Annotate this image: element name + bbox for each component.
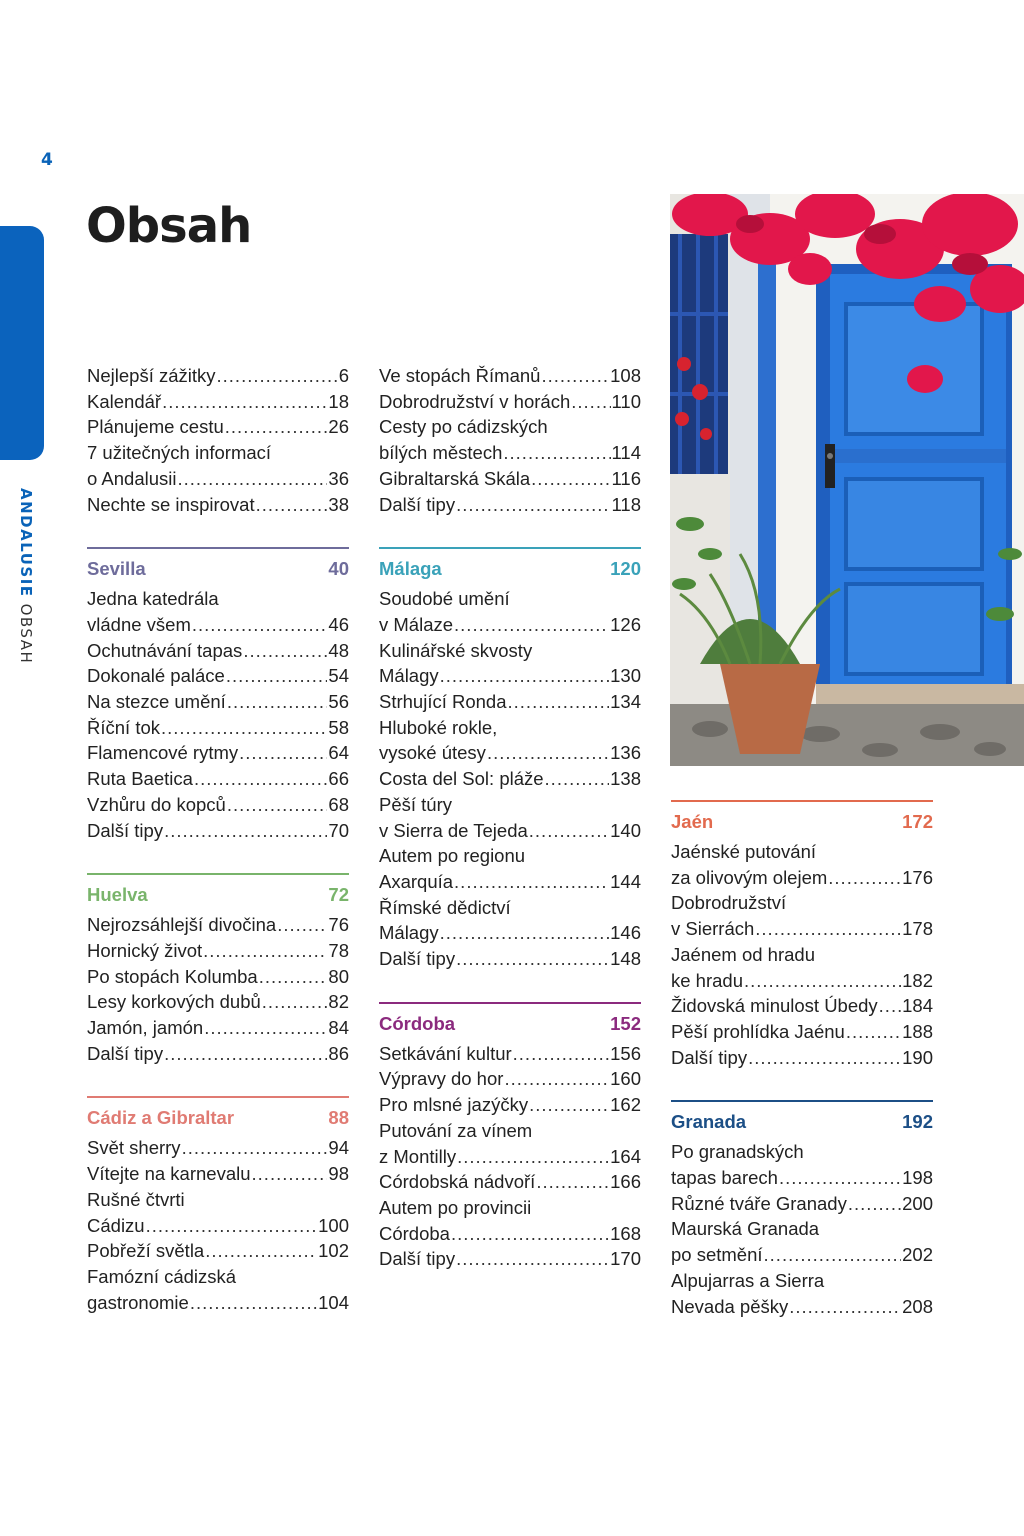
toc-entry[interactable] [87,440,349,491]
toc-entry[interactable] [379,492,641,518]
section-page: 72 [328,884,349,906]
toc-section [671,800,933,1070]
toc-entry[interactable] [379,1092,641,1118]
toc-entry[interactable] [87,663,349,689]
toc-entry-title-line: Pěší túry [379,793,452,815]
toc-column-2 [379,363,641,1272]
toc-entry[interactable] [379,715,641,766]
toc-entry-title-line: Svět sherry [87,1137,181,1159]
dot-leader [779,1165,901,1191]
toc-entry-title-line: z Montilly [379,1145,457,1167]
toc-section [379,1002,641,1272]
toc-entry-page: 188 [902,1020,933,1042]
toc-entry[interactable] [87,586,349,637]
toc-entry[interactable] [671,1045,933,1071]
toc-entry[interactable] [671,890,933,941]
toc-entry-title-line: Hluboké rokle, [379,716,498,738]
dot-leader [161,715,327,741]
section-heading[interactable] [379,1013,641,1035]
dot-leader [277,912,327,938]
dot-leader [440,663,609,689]
toc-entry-title-line: Córdoba [379,1222,450,1244]
toc-entry-title-line: Dokonalé paláce [87,665,225,687]
section-divider [671,1100,933,1102]
dot-leader [259,964,328,990]
toc-entry[interactable] [379,946,641,972]
dot-leader [879,993,901,1019]
toc-entry[interactable] [87,792,349,818]
toc-entry-title-line: Plánujeme cestu [87,416,224,438]
dot-leader [508,689,610,715]
dot-leader [828,865,901,891]
section-heading[interactable] [87,558,349,580]
dot-leader [146,1213,318,1239]
toc-section [87,547,349,843]
toc-entry[interactable] [87,912,349,938]
section-name: Sevilla [87,558,146,580]
toc-entry-title-line: Setkávání kultur [379,1042,512,1064]
dot-leader [243,638,327,664]
dot-leader [225,414,328,440]
dot-leader [536,1169,609,1195]
toc-entry[interactable] [87,363,349,389]
toc-entry-page: 46 [328,613,349,635]
toc-entry-title-line: po setmění [671,1244,763,1266]
toc-entry[interactable] [379,414,641,465]
dot-leader [182,1135,328,1161]
dot-leader [513,1041,609,1067]
page-number: 4 [41,150,53,170]
dot-leader [192,612,328,638]
toc-entry[interactable] [87,989,349,1015]
toc-entry-title-line: Hornický život [87,939,203,961]
toc-entry-page: 148 [610,948,641,970]
toc-entry-title-line: Soudobé umění [379,588,510,610]
dot-leader [454,869,609,895]
toc-entry-page: 170 [610,1248,641,1270]
toc-entry-title-line: 7 užitečných informací [87,442,272,464]
toc-entry-page: 164 [610,1145,641,1167]
toc-entry-title-line: Strhující Ronda [379,691,507,713]
dot-leader [531,466,610,492]
section-page: 40 [328,558,349,580]
toc-entry-title-line: Jedna katedrála [87,588,219,610]
toc-entry-title-line: Alpujarras a Sierra [671,1269,825,1291]
toc-entry-page: 36 [328,467,349,489]
toc-section [379,547,641,972]
dot-leader [789,1294,901,1320]
toc-entry[interactable] [671,1191,933,1217]
dot-leader [504,1066,609,1092]
toc-entry[interactable] [87,1264,349,1315]
toc-entry[interactable] [379,638,641,689]
toc-entry[interactable] [87,818,349,844]
toc-entry-page: 80 [328,965,349,987]
toc-entry-title-line: Jamón, jamón [87,1017,204,1039]
toc-entry-title-line: Jaénské putování [671,841,817,862]
toc-entry-title-line: Gibraltarská Skála [379,467,531,489]
toc-entry-title-line: Další tipy [671,1046,748,1068]
toc-entry-title-line: Dobrodružství v horách [379,390,571,412]
side-label-chapter: OBSAH [17,603,35,665]
toc-section [87,873,349,1066]
dot-leader [164,818,327,844]
toc-entry-page: 198 [902,1167,933,1189]
section-name: Cádiz a Gibraltar [87,1107,235,1129]
toc-entry-title-line: Famózní cádizská [87,1265,237,1287]
toc-entry-title-line: Po stopách Kolumba [87,965,258,987]
dot-leader [457,1144,609,1170]
toc-entry-title-line: Další tipy [379,948,456,970]
toc-entry-page: 58 [328,716,349,738]
toc-entry-title-line: Římské dědictví [379,896,511,918]
toc-entry-page: 48 [328,639,349,661]
toc-entry-title-line: Vzhůru do kopců [87,793,226,815]
toc-entry-page: 104 [318,1291,349,1313]
toc-entry-title-line: Málagy [379,665,439,687]
toc-entry-page: 166 [610,1171,641,1193]
section-page: 120 [610,558,641,580]
section-heading[interactable] [87,1107,349,1129]
toc-entry-title-line: bílých městech [379,442,503,464]
section-page: 172 [902,811,933,832]
toc-entry[interactable] [379,466,641,492]
toc-entry[interactable] [87,964,349,990]
toc-entry[interactable] [87,740,349,766]
toc-column-3 [671,800,933,1319]
side-label-book: ANDALUSIE [17,488,35,598]
section-page: 88 [328,1107,349,1129]
toc-entry[interactable] [671,993,933,1019]
toc-entry[interactable] [379,843,641,894]
toc-entry-page: 110 [611,390,641,412]
toc-entry-title-line: Pobřeží světla [87,1240,205,1262]
toc-entry-title-line: Flamencové rytmy [87,742,239,764]
toc-entry-title-line: Po granadských [671,1141,804,1163]
toc-entry-title-line: Různé tváře Granady [671,1192,847,1214]
toc-entry-title-line: v Sierrách [671,918,755,940]
toc-entry[interactable] [87,689,349,715]
toc-entry[interactable] [379,1118,641,1169]
dot-leader [252,1161,328,1187]
toc-entry-page: 98 [328,1163,349,1185]
toc-entry-title-line: Další tipy [379,1248,456,1270]
section-heading[interactable] [379,558,641,580]
toc-entry-title-line: Vítejte na karnevalu [87,1163,251,1185]
toc-entry-title-line: Lesy korkových dubů [87,991,261,1013]
toc-entry[interactable] [671,1139,933,1190]
section-divider [87,873,349,875]
section-divider [379,547,641,549]
dot-leader [748,1045,901,1071]
toc-entry-page: 126 [610,613,641,635]
toc-entry-page: 76 [328,914,349,936]
toc-entry-title-line: Pěší prohlídka Jaénu [671,1020,845,1042]
toc-entry-title-line: Kulinářské skvosty [379,639,533,661]
dot-leader [440,920,609,946]
toc-entry-title-line: Kalendář [87,390,162,412]
dot-leader [162,389,327,415]
toc-entry[interactable] [87,638,349,664]
toc-entry[interactable] [379,792,641,843]
section-divider [87,547,349,549]
toc-entry[interactable] [671,942,933,993]
toc-entry[interactable] [87,938,349,964]
dot-leader [204,1015,327,1041]
toc-entry[interactable] [379,389,641,415]
toc-entry-page: 130 [610,665,641,687]
toc-column-1 [87,363,349,1315]
toc-entry-page: 138 [610,768,641,790]
dot-leader [262,989,328,1015]
blue-door-illustration [670,194,1024,766]
toc-entry-title-line: tapas barech [671,1167,778,1189]
dot-leader [239,740,327,766]
toc-entry[interactable] [87,1041,349,1067]
dot-leader [190,1290,317,1316]
toc-entry-page: 18 [328,390,349,412]
dot-leader [764,1242,902,1268]
toc-entry-title-line: v Sierra de Tejeda [379,819,528,841]
toc-entry-title-line: Jaénem od hradu [671,943,815,965]
toc-entry[interactable] [379,689,641,715]
toc-entry[interactable] [87,414,349,440]
toc-entry[interactable] [671,1216,933,1267]
toc-entry-page: 86 [328,1042,349,1064]
toc-entry-page: 136 [610,742,641,764]
toc-entry-title-line: Nechte se inspirovat [87,493,255,515]
toc-entry-page: 182 [902,969,933,991]
toc-entry-page: 108 [610,365,641,386]
toc-entry-title-line: Pro mlsné jazýčky [379,1094,529,1116]
toc-entry-page: 118 [611,493,641,515]
toc-entry-page: 54 [328,665,349,687]
toc-entry-title-line: vysoké útesy [379,742,486,764]
section-name: Huelva [87,884,148,906]
toc-entry-title-line: Židovská minulost Úbedy [671,995,878,1017]
toc-entry-page: 94 [328,1137,349,1159]
toc-entry-page: 208 [902,1295,933,1317]
dot-leader [177,466,327,492]
toc-entry-title-line: Córdobská nádvoří [379,1171,536,1193]
toc-entry[interactable] [671,1019,933,1045]
toc-entry-page: 82 [328,991,349,1013]
toc-entry-title-line: o Andalusii [87,467,177,489]
toc-entry-page: 190 [902,1046,933,1068]
section-name: Málaga [379,558,442,580]
toc-entry-page: 146 [610,922,641,944]
toc-entry-page: 116 [611,467,641,489]
dot-leader [194,766,327,792]
toc-entry-title-line: Dobrodružství [671,892,787,914]
toc-entry-page: 100 [318,1214,349,1236]
dot-leader [744,968,901,994]
toc-entry-title-line: ke hradu [671,969,743,991]
toc-entry[interactable] [379,895,641,946]
toc-entry-page: 134 [610,691,641,713]
toc-entry-page: 26 [328,416,349,438]
toc-entry-page: 144 [610,870,641,892]
dot-leader [456,492,610,518]
toc-entry-page: 84 [328,1017,349,1039]
toc-entry-title-line: Výpravy do hor [379,1068,504,1090]
dot-leader [846,1019,901,1045]
toc-entry-page: 168 [610,1222,641,1244]
toc-entry-page: 184 [902,995,933,1017]
toc-entry-page: 176 [902,866,933,888]
toc-entry-title-line: Další tipy [379,493,456,515]
toc-entry[interactable] [379,363,641,389]
toc-entry[interactable] [87,766,349,792]
toc-entry-page: 6 [338,365,349,386]
toc-entry[interactable] [87,1135,349,1161]
side-running-header [17,488,35,664]
dot-leader [456,946,609,972]
toc-entry[interactable] [87,492,349,518]
toc-entry-title-line: Nejlepší zážitky [87,365,216,386]
toc-entry-page: 162 [610,1094,641,1116]
toc-entry-title-line: Ruta Baetica [87,768,193,790]
toc-intro-list [87,363,349,517]
toc-entry-title-line: Cesty po cádizských [379,416,548,438]
toc-entry-title-line: gastronomie [87,1291,189,1313]
chapter-tab-marker [0,226,44,460]
dot-leader [541,363,609,389]
toc-entry-title-line: v Málaze [379,613,454,635]
toc-entry-title-line: Autem po provincii [379,1196,532,1218]
toc-entry-page: 200 [902,1192,933,1214]
toc-entry-title-line: Maurská Granada [671,1218,820,1240]
section-name: Granada [671,1111,747,1133]
toc-entry-title-line: Nevada pěšky [671,1295,789,1317]
toc-entry[interactable] [671,839,933,890]
section-page: 152 [610,1012,641,1034]
toc-entry-title-line: Další tipy [87,1042,164,1064]
toc-entry[interactable] [671,1268,933,1319]
toc-entry-page: 140 [610,819,641,841]
toc-intro-list [379,363,641,517]
section-divider [379,1002,641,1004]
toc-entry-title-line: za olivovým olejem [671,866,828,888]
section-name: Jaén [671,811,714,832]
toc-entry-title-line: Další tipy [87,819,164,841]
toc-section [671,1100,933,1319]
dot-leader [454,612,609,638]
toc-entry[interactable] [87,1015,349,1041]
section-name: Córdoba [379,1012,456,1034]
section-page: 192 [902,1111,933,1133]
dot-leader [456,1246,609,1272]
dot-leader [571,389,610,415]
toc-entry-title-line: Ochutnávání tapas [87,639,243,661]
toc-entry-page: 56 [328,691,349,713]
section-heading[interactable] [87,884,349,906]
toc-entry-title-line: Autem po regionu [379,845,526,867]
toc-entry[interactable] [87,389,349,415]
dot-leader [203,938,327,964]
toc-entry[interactable] [87,715,349,741]
toc-entry-page: 66 [328,768,349,790]
toc-entry[interactable] [379,1041,641,1067]
section-heading[interactable] [671,811,933,833]
dot-leader [451,1221,609,1247]
toc-entry-title-line: Axarquía [379,870,454,892]
toc-entry[interactable] [379,1246,641,1272]
dot-leader [227,792,328,818]
toc-entry[interactable] [379,1195,641,1246]
blue-door-photo [670,194,1024,766]
toc-entry-page: 178 [902,918,933,940]
toc-entry-title-line: Cádizu [87,1214,145,1236]
dot-leader [226,663,328,689]
toc-entry-title-line: Na stezce umění [87,691,226,713]
toc-entry[interactable] [379,1066,641,1092]
toc-entry-page: 70 [328,819,349,841]
toc-entry-page: 64 [328,742,349,764]
dot-leader [164,1041,327,1067]
section-divider [671,800,933,802]
page-title: Obsah [86,198,252,254]
toc-entry-page: 38 [328,493,349,515]
dot-leader [848,1191,901,1217]
toc-entry[interactable] [379,1169,641,1195]
toc-entry-page: 102 [318,1240,349,1262]
dot-leader [755,916,901,942]
toc-entry-title-line: Říční tok [87,716,160,738]
toc-section [87,1096,349,1315]
toc-entry-page: 68 [328,793,349,815]
toc-entry-title-line: Putování za vínem [379,1119,533,1141]
dot-leader [227,689,328,715]
toc-entry[interactable] [87,1238,349,1264]
dot-leader [256,492,328,518]
toc-entry[interactable] [379,766,641,792]
toc-entry-title-line: Nejrozsáhlejší divočina [87,914,277,936]
toc-entry-page: 202 [902,1244,933,1266]
dot-leader [487,740,609,766]
toc-entry-title-line: Costa del Sol: pláže [379,768,544,790]
dot-leader [503,440,610,466]
toc-entry[interactable] [379,586,641,637]
toc-entry[interactable] [87,1187,349,1238]
toc-entry-page: 156 [610,1042,641,1064]
toc-entry-page: 114 [611,442,641,464]
dot-leader [545,766,610,792]
toc-entry-title-line: vládne všem [87,613,191,635]
toc-entry[interactable] [87,1161,349,1187]
toc-entry-page: 78 [328,939,349,961]
dot-leader [529,818,609,844]
toc-entry-title-line: Rušné čtvrti [87,1188,185,1210]
section-heading[interactable] [671,1111,933,1133]
dot-leader [205,1238,317,1264]
dot-leader [217,363,338,389]
toc-entry-title-line: Málagy [379,922,439,944]
dot-leader [529,1092,609,1118]
toc-entry-title-line: Ve stopách Římanů [379,365,541,386]
section-divider [87,1096,349,1098]
toc-entry-page: 160 [610,1068,641,1090]
